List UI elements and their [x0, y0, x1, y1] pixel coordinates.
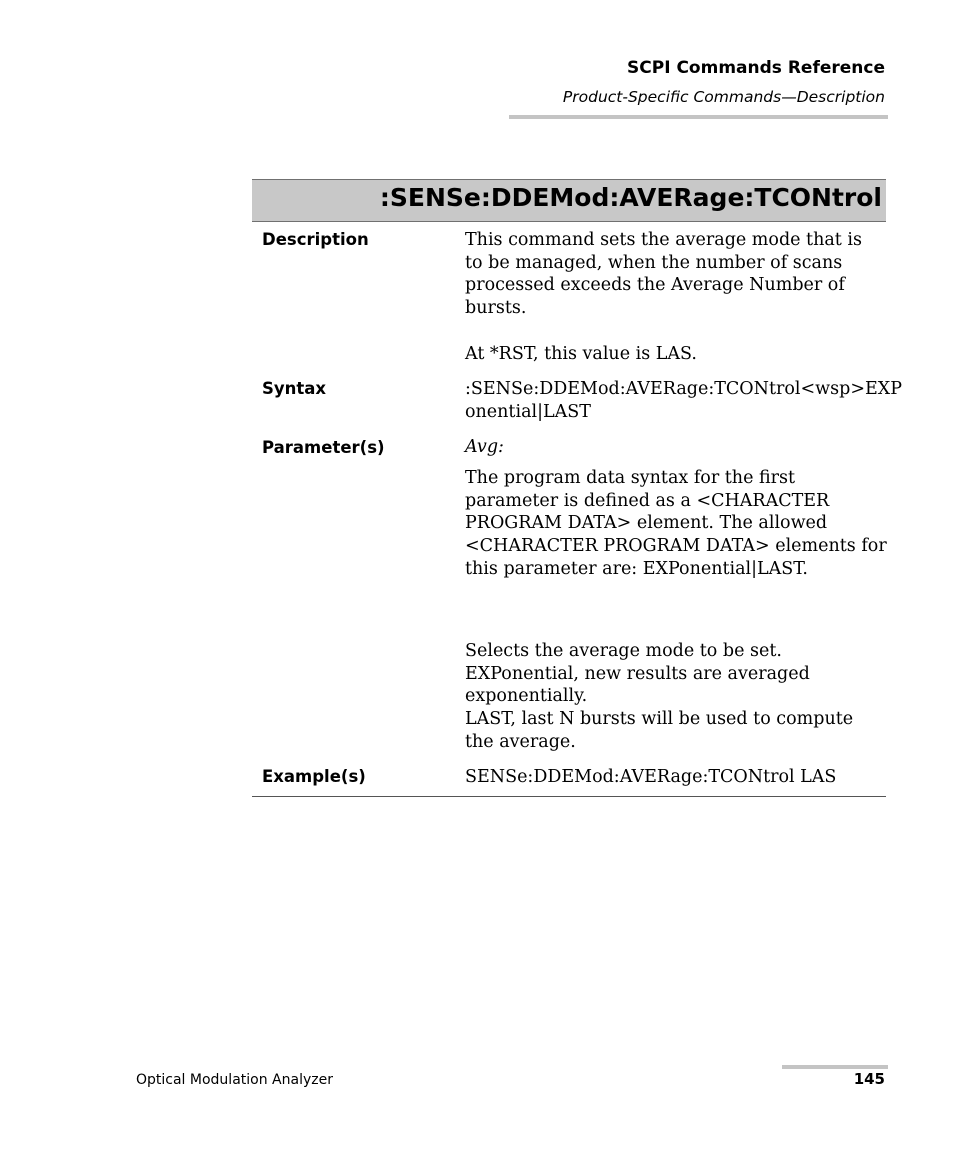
description-value	[465, 229, 885, 365]
parameters-label: Parameter(s)	[262, 438, 385, 457]
running-header-subtitle: Product-Specific Commands—Description	[562, 88, 885, 106]
description-text: This command sets the average mode that is to be managed, when the number of scans processed exceeds the Average Number of bursts.	[465, 230, 862, 319]
footer-product-name: Optical Modulation Analyzer	[136, 1072, 333, 1088]
syntax-line-2: onential|LAST	[465, 401, 591, 422]
syntax-value	[465, 378, 902, 423]
parameter-syntax-text: The program data syntax for the first parameter is defined as a <CHARACTER PROGRAM DATA> element. The allowed <CHARACTER PROGRAM DATA> elements for this parameter are: EXPonential|LAST.	[465, 468, 887, 579]
parameter-name: Avg:	[465, 437, 504, 457]
description-reset: At *RST, this value is LAS.	[465, 343, 697, 364]
footer-rule	[782, 1065, 888, 1069]
syntax-label: Syntax	[262, 379, 327, 398]
header-rule	[509, 115, 888, 119]
command-title-band	[252, 179, 886, 222]
parameter-desc-1: Selects the average mode to be set.	[465, 641, 782, 661]
description-label: Description	[262, 230, 369, 249]
page-number: 145	[853, 1070, 885, 1088]
parameter-desc-3: LAST, last N bursts will be used to compute the average.	[465, 709, 854, 752]
examples-value: SENSe:DDEMod:AVERage:TCONtrol LAS	[465, 767, 837, 787]
table-bottom-rule	[252, 796, 886, 797]
syntax-line-1: :SENSe:DDEMod:AVERage:TCONtrol<wsp>EXP	[465, 379, 902, 399]
parameter-desc-2: EXPonential, new results are averaged exponentially.	[465, 663, 810, 707]
parameter-description	[465, 640, 885, 754]
command-title: :SENSe:DDEMod:AVERage:TCONtrol	[379, 183, 882, 212]
running-header-title: SCPI Commands Reference	[627, 58, 885, 78]
examples-label: Example(s)	[262, 767, 366, 786]
